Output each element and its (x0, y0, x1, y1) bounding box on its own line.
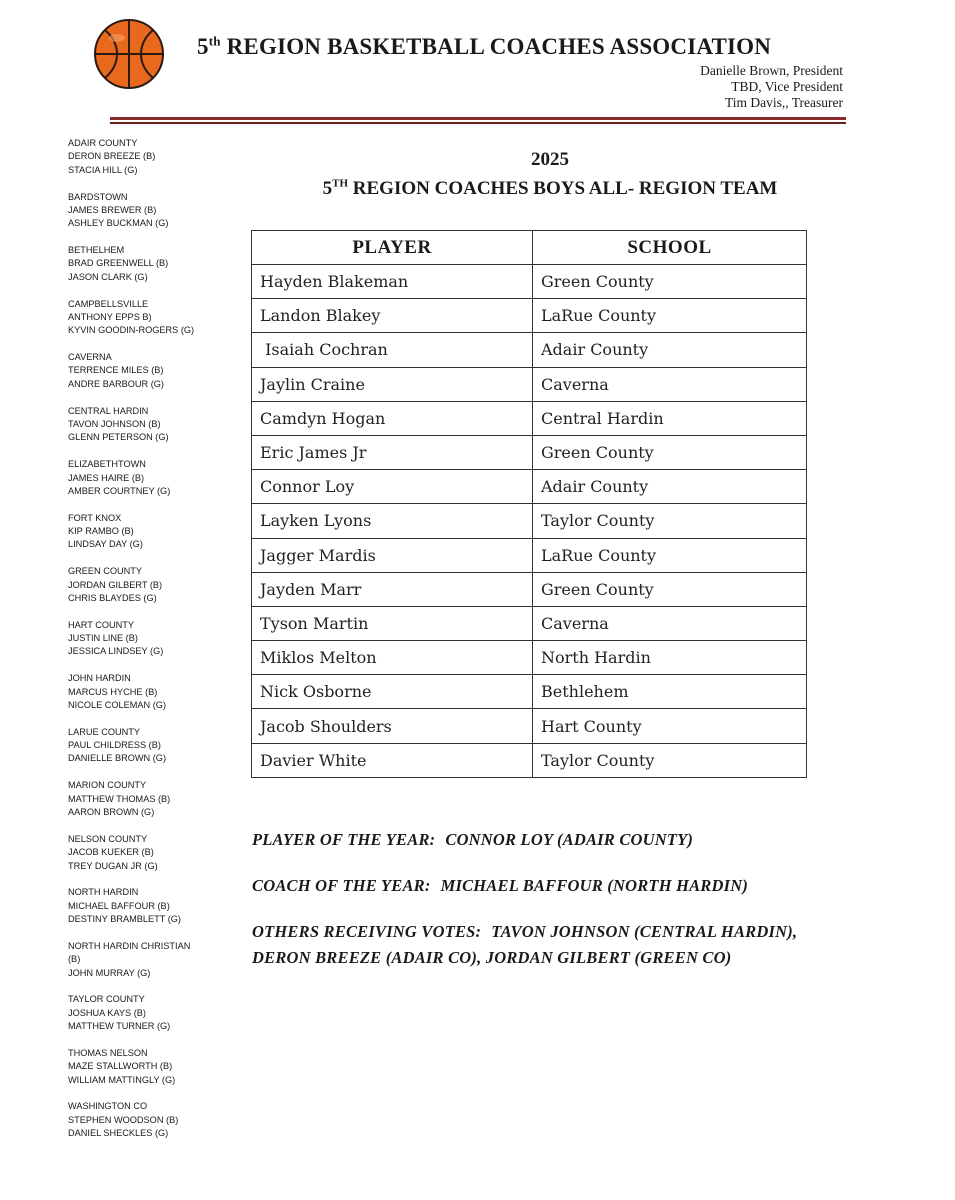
sidebar-school-block (68, 1100, 198, 1140)
association-title: 5th REGION BASKETBALL COACHES ASSOCIATION (197, 33, 772, 59)
player-name-cell: Jayden Marr (252, 572, 533, 606)
others-receiving-votes-cont (252, 948, 731, 968)
sidebar-coach-name: JOSHUA KAYS (B) (68, 1007, 146, 1018)
sidebar-coach-name: (B) (68, 954, 81, 965)
table-row (252, 504, 807, 538)
sidebar-school-block (68, 619, 198, 659)
player-name-cell: Hayden Blakeman (252, 265, 533, 299)
sidebar-school-block (68, 298, 198, 338)
sidebar-school-block (68, 886, 198, 926)
table-row (252, 743, 807, 777)
school-name-cell: Green County (533, 572, 807, 606)
school-name-cell: Green County (533, 435, 807, 469)
officer-treasurer: Tim Davis,, Treasurer (724, 95, 843, 110)
table-row (252, 333, 807, 367)
sidebar-school-name: LARUE COUNTY (68, 726, 140, 737)
sidebar-school-name: ADAIR COUNTY (68, 138, 138, 148)
school-name-cell: Hart County (533, 709, 807, 743)
table-row (252, 265, 807, 299)
sidebar-coach-name: JUSTIN LINE (B) (68, 633, 138, 644)
player-name-cell: Camdyn Hogan (252, 401, 533, 435)
season-year: 2025 (531, 149, 569, 170)
others-line-1: TAVON JOHNSON (CENTRAL HARDIN), (491, 922, 798, 941)
sidebar-coach-name: TREY DUGAN JR (G) (68, 860, 158, 871)
school-column-header: SCHOOL (533, 231, 807, 265)
sidebar-coach-name: JESSICA LINDSEY (G) (68, 646, 164, 657)
header-rule-thin (110, 122, 846, 124)
officer-vice-president: TBD, Vice President (731, 79, 843, 94)
player-of-the-year (252, 830, 693, 850)
sidebar-school-block (68, 512, 198, 552)
coaches-sidebar (68, 137, 198, 1154)
sidebar-school-name: CAVERNA (68, 352, 112, 363)
school-name-cell: Caverna (533, 606, 807, 640)
school-name-cell: LaRue County (533, 538, 807, 572)
sidebar-school-name: ELIZABETHTOWN (68, 459, 146, 470)
sidebar-coach-name: JACOB KUEKER (B) (68, 847, 154, 858)
table-row (252, 401, 807, 435)
player-of-year-value: CONNOR LOY (ADAIR COUNTY) (445, 830, 694, 849)
player-name-cell: Tyson Martin (252, 606, 533, 640)
sidebar-school-block (68, 940, 198, 980)
sidebar-coach-name: AMBER COURTNEY (G) (68, 485, 171, 496)
table-row (252, 641, 807, 675)
others-line-2: DERON BREEZE (ADAIR CO), JORDAN GILBERT (GREEN CO) (252, 948, 732, 967)
school-name-cell: North Hardin (533, 641, 807, 675)
sidebar-coach-name: MATTHEW THOMAS (B) (68, 793, 171, 804)
school-name-cell: Green County (533, 265, 807, 299)
sidebar-coach-name: JOHN MURRAY (G) (68, 967, 151, 978)
sidebar-coach-name: DERON BREEZE (B) (68, 151, 156, 162)
sidebar-school-block (68, 191, 198, 231)
sidebar-coach-name: NICOLE COLEMAN (G) (68, 699, 167, 710)
sidebar-coach-name: MARCUS HYCHE (B) (68, 686, 158, 697)
sidebar-school-name: BARDSTOWN (68, 191, 128, 202)
sidebar-school-block (68, 779, 198, 819)
table-row (252, 538, 807, 572)
coach-of-the-year (252, 876, 748, 896)
coach-of-year-value: MICHAEL BAFFOUR (NORTH HARDIN) (440, 876, 749, 895)
player-name-cell: Jacob Shoulders (252, 709, 533, 743)
header-rule-thick (110, 117, 846, 120)
others-receiving-votes (252, 922, 797, 942)
sidebar-school-name: FORT KNOX (68, 512, 122, 523)
sidebar-coach-name: CHRIS BLAYDES (G) (68, 592, 157, 603)
sidebar-school-block (68, 672, 198, 712)
player-name-cell: Isaiah Cochran (252, 333, 533, 367)
basketball-logo-icon (93, 18, 165, 90)
school-name-cell: Taylor County (533, 743, 807, 777)
sidebar-coach-name: KIP RAMBO (B) (68, 526, 134, 537)
sidebar-school-block (68, 137, 198, 177)
sidebar-coach-name: DANIELLE BROWN (G) (68, 753, 167, 764)
player-name-cell: Nick Osborne (252, 675, 533, 709)
player-name-cell: Connor Loy (252, 470, 533, 504)
sidebar-school-block (68, 351, 198, 391)
sidebar-school-name: CENTRAL HARDIN (68, 405, 149, 416)
player-name-cell: Layken Lyons (252, 504, 533, 538)
school-name-cell: Caverna (533, 367, 807, 401)
school-name-cell: Taylor County (533, 504, 807, 538)
table-row (252, 299, 807, 333)
others-label: OTHERS RECEIVING VOTES: (252, 922, 482, 941)
sidebar-coach-name: TERRENCE MILES (B) (68, 365, 164, 376)
sidebar-school-block (68, 405, 198, 445)
table-row (252, 675, 807, 709)
school-name-cell: Adair County (533, 470, 807, 504)
sidebar-coach-name: MICHAEL BAFFOUR (B) (68, 900, 170, 911)
table-row (252, 470, 807, 504)
player-name-cell: Miklos Melton (252, 641, 533, 675)
school-name-cell: Bethlehem (533, 675, 807, 709)
player-column-header: PLAYER (252, 231, 533, 265)
table-row (252, 572, 807, 606)
coach-of-year-label: COACH OF THE YEAR: (252, 876, 431, 895)
sidebar-school-name: MARION COUNTY (68, 780, 147, 791)
sidebar-school-name: THOMAS NELSON (68, 1047, 148, 1058)
sidebar-coach-name: ANDRE BARBOUR (G) (68, 378, 164, 389)
sidebar-coach-name: ANTHONY EPPS B) (68, 311, 152, 322)
sidebar-coach-name: JASON CLARK (G) (68, 271, 148, 282)
sidebar-school-name: CAMPBELLSVILLE (68, 298, 149, 309)
officer-president: Danielle Brown, President (700, 63, 843, 78)
sidebar-school-name: JOHN HARDIN (68, 673, 131, 684)
player-name-cell: Eric James Jr (252, 435, 533, 469)
sidebar-school-block (68, 565, 198, 605)
player-of-year-label: PLAYER OF THE YEAR: (252, 830, 436, 849)
team-title: 5TH REGION COACHES BOYS ALL- REGION TEAM (322, 177, 778, 199)
sidebar-coach-name: WILLIAM MATTINGLY (G) (68, 1074, 176, 1085)
sidebar-coach-name: TAVON JOHNSON (B) (68, 418, 161, 429)
table-header-row (252, 231, 807, 265)
sidebar-school-name: GREEN COUNTY (68, 566, 143, 577)
sidebar-school-block (68, 833, 198, 873)
player-name-cell: Davier White (252, 743, 533, 777)
table-row (252, 606, 807, 640)
sidebar-coach-name: LINDSAY DAY (G) (68, 539, 143, 550)
sidebar-school-name: NELSON COUNTY (68, 833, 148, 844)
sidebar-coach-name: ASHLEY BUCKMAN (G) (68, 218, 169, 229)
sidebar-school-name: TAYLOR COUNTY (68, 994, 145, 1005)
sidebar-coach-name: BRAD GREENWELL (B) (68, 258, 169, 269)
sidebar-school-block (68, 993, 198, 1033)
sidebar-coach-name: DANIEL SHECKLES (G) (68, 1128, 169, 1139)
table-row (252, 367, 807, 401)
sidebar-coach-name: JORDAN GILBERT (B) (68, 579, 163, 590)
sidebar-coach-name: STACIA HILL (G) (68, 164, 138, 175)
sidebar-coach-name: GLENN PETERSON (G) (68, 432, 169, 443)
player-name-cell: Landon Blakey (252, 299, 533, 333)
sidebar-coach-name: JAMES HAIRE (B) (68, 472, 145, 483)
player-name-cell: Jaylin Craine (252, 367, 533, 401)
sidebar-school-name: HART COUNTY (68, 619, 135, 630)
sidebar-school-name: NORTH HARDIN (68, 887, 139, 898)
officers-list (700, 63, 843, 111)
sidebar-coach-name: MAZE STALLWORTH (B) (68, 1061, 173, 1072)
sidebar-school-block (68, 244, 198, 284)
school-name-cell: LaRue County (533, 299, 807, 333)
sidebar-school-name: NORTH HARDIN CHRISTIAN (68, 940, 191, 951)
player-name-cell: Jagger Mardis (252, 538, 533, 572)
sidebar-school-block (68, 1047, 198, 1087)
table-row (252, 709, 807, 743)
school-name-cell: Adair County (533, 333, 807, 367)
sidebar-coach-name: PAUL CHILDRESS (B) (68, 740, 161, 751)
sidebar-school-block (68, 726, 198, 766)
sidebar-coach-name: KYVIN GOODIN-ROGERS (G) (68, 325, 195, 336)
sidebar-coach-name: AARON BROWN (G) (68, 807, 155, 817)
sidebar-coach-name: STEPHEN WOODSON (B) (68, 1114, 179, 1125)
sidebar-coach-name: MATTHEW TURNER (G) (68, 1021, 171, 1032)
sidebar-school-block (68, 458, 198, 498)
all-region-table (251, 230, 807, 778)
table-row (252, 435, 807, 469)
school-name-cell: Central Hardin (533, 401, 807, 435)
sidebar-coach-name: DESTINY BRAMBLETT (G) (68, 914, 181, 925)
sidebar-coach-name: JAMES BREWER (B) (68, 204, 157, 215)
sidebar-school-name: BETHELHEM (68, 245, 125, 256)
sidebar-school-name: WASHINGTON CO (68, 1101, 148, 1112)
